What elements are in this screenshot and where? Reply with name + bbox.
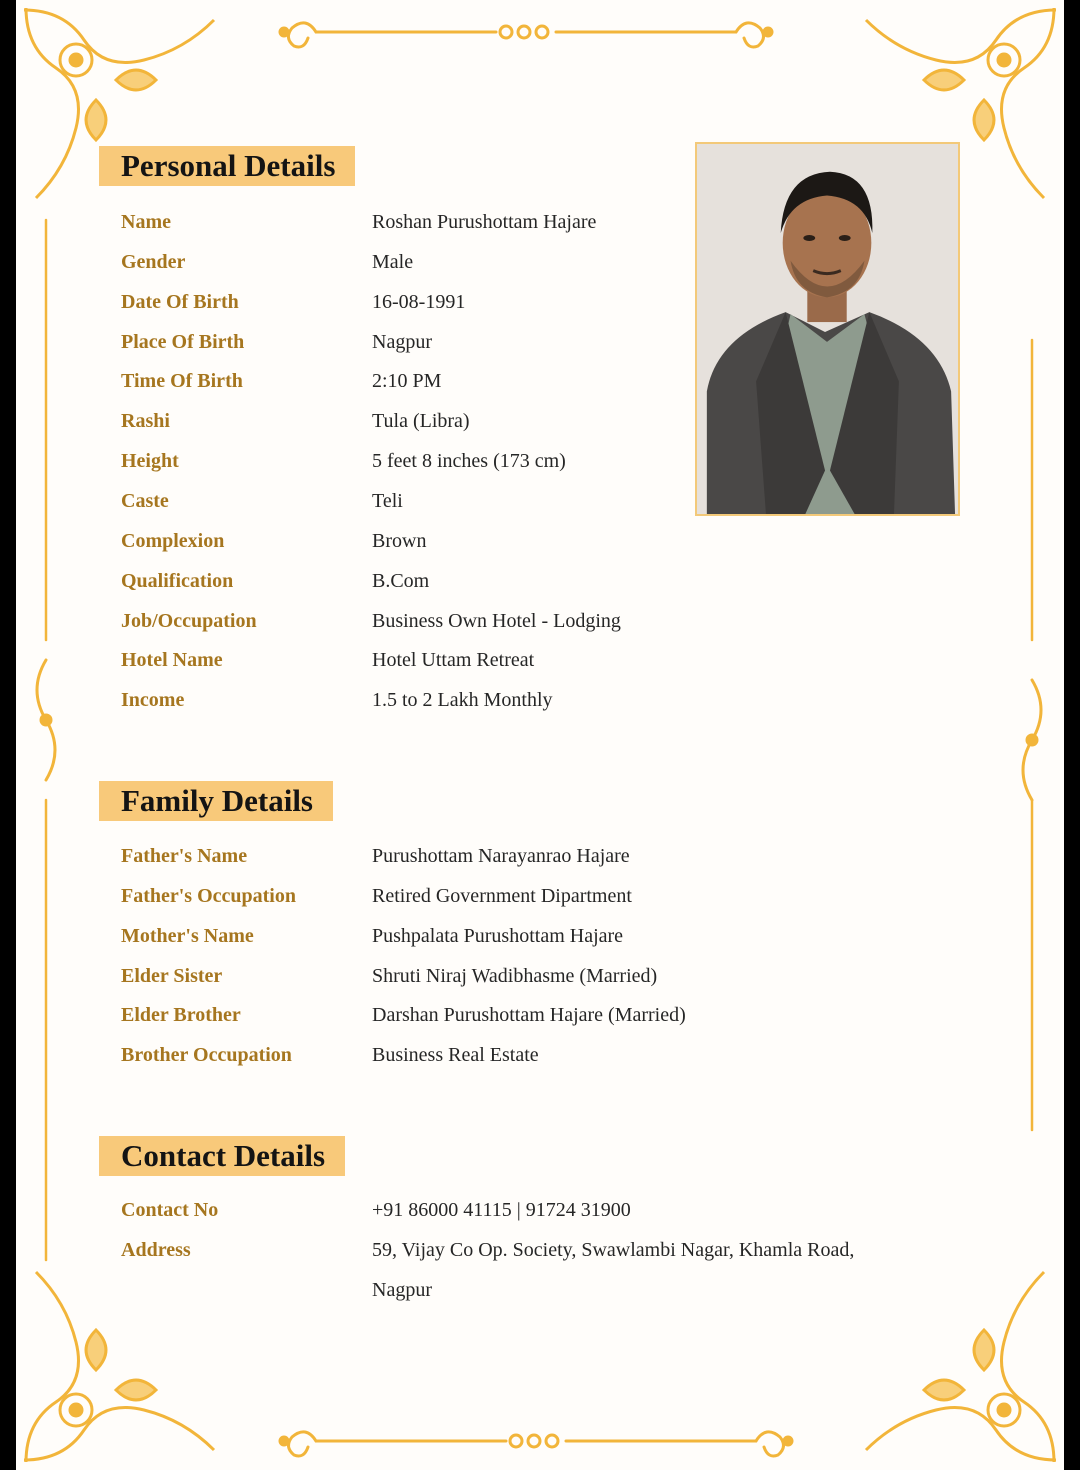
field-label: Complexion [121,530,225,552]
field-value: B.Com [372,570,430,592]
biodata-page [16,0,1064,1470]
family-details-heading: Family Details [99,781,333,821]
field-label: Income [121,689,185,711]
field-label: Elder Brother [121,1004,241,1026]
field-label: Address [121,1239,191,1261]
field-label: Place Of Birth [121,331,245,353]
bottom-divider-ornament [280,1432,792,1456]
field-value: Brown [372,530,427,552]
profile-photo [695,142,960,516]
field-label: Job/Occupation [121,610,257,632]
field-value: 59, Vijay Co Op. Society, Swawlambi Nagar, Khamla Road, [372,1239,855,1261]
field-label: Date Of Birth [121,291,239,313]
field-label: Rashi [121,410,170,432]
field-value: 16-08-1991 [372,291,466,313]
field-label: Time Of Birth [121,370,243,392]
field-value: Roshan Purushottam Hajare [372,211,597,233]
field-label: Height [121,450,179,472]
contact-details-heading: Contact Details [99,1136,345,1176]
field-value: Teli [372,490,403,512]
field-value: +91 86000 41115 | 91724 31900 [372,1199,631,1221]
field-label: Brother Occupation [121,1044,292,1066]
field-label: Qualification [121,570,234,592]
field-label: Gender [121,251,186,273]
field-value: Business Real Estate [372,1044,539,1066]
field-label: Father's Name [121,845,248,867]
field-value: Nagpur [372,331,432,353]
field-label: Name [121,211,171,233]
field-value: Retired Government Dipartment [372,885,632,907]
field-label: Father's Occupation [121,885,296,907]
field-value: 5 feet 8 inches (173 cm) [372,450,566,472]
field-value: 2:10 PM [372,370,442,392]
field-label: Contact No [121,1199,219,1221]
field-value: Male [372,251,414,273]
field-label: Caste [121,490,169,512]
personal-details-heading: Personal Details [99,146,355,186]
field-value: Purushottam Narayanrao Hajare [372,845,630,867]
field-label: Elder Sister [121,965,223,987]
field-label: Mother's Name [121,925,254,947]
field-value: Tula (Libra) [372,410,470,432]
field-value: Hotel Uttam Retreat [372,649,535,671]
field-value: 1.5 to 2 Lakh Monthly [372,689,553,711]
field-value: Business Own Hotel - Lodging [372,610,621,632]
top-divider-ornament [280,23,772,47]
field-value: Shruti Niraj Wadibhasme (Married) [372,965,658,987]
field-value: Darshan Purushottam Hajare (Married) [372,1004,686,1026]
field-value-cont: Nagpur [372,1279,432,1301]
field-label: Hotel Name [121,649,223,671]
field-value: Pushpalata Purushottam Hajare [372,925,624,947]
